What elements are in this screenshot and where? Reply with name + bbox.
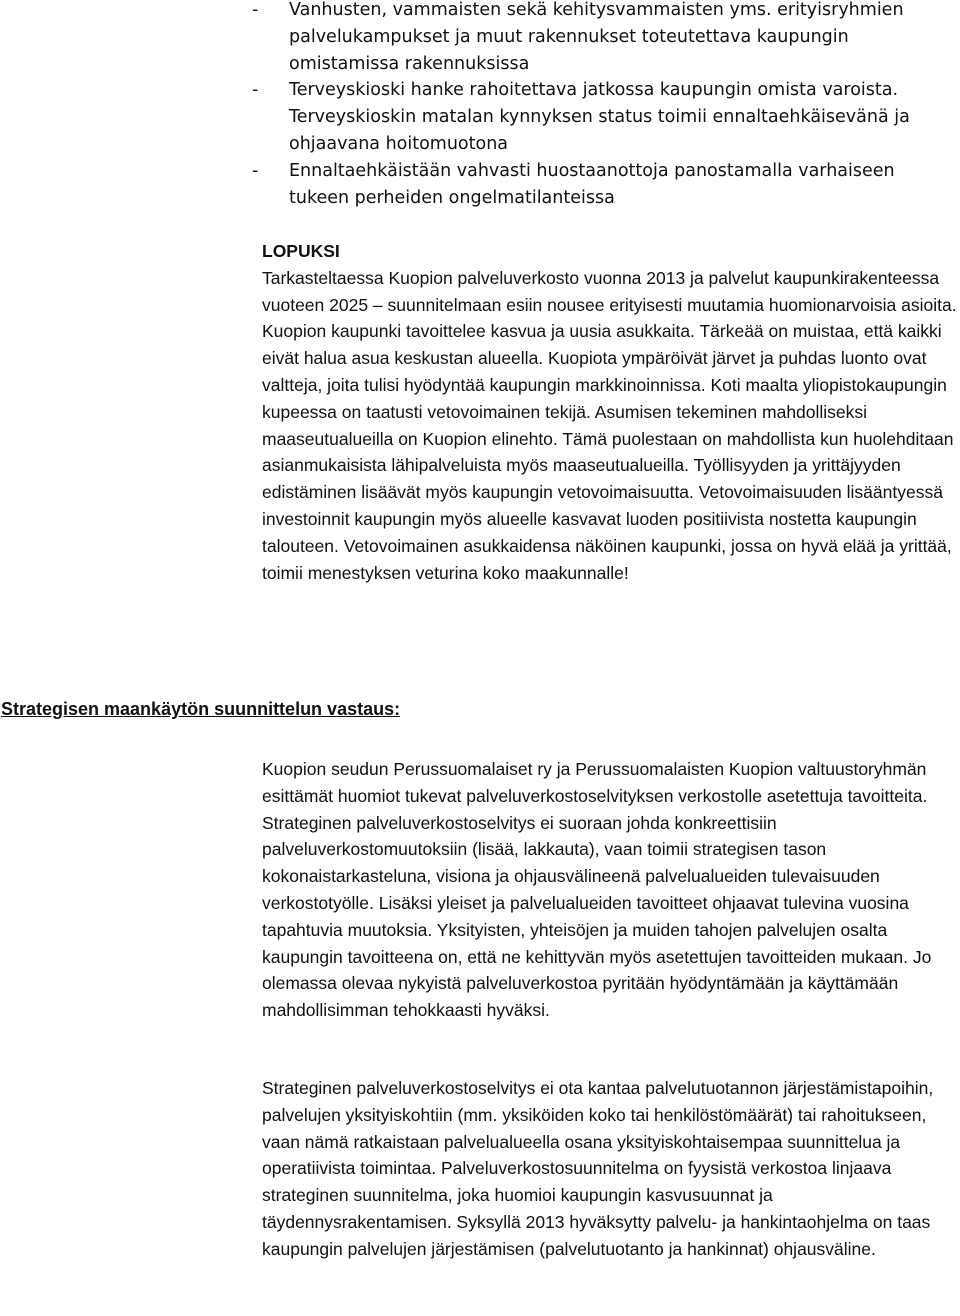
bullet-list	[252, 0, 952, 211]
conclusion-block	[262, 238, 960, 586]
list-item-text: Ennaltaehkäistään vahvasti huostaanottoja panostamalla varhaiseen tukeen perheiden ongelmatilanteissa	[289, 160, 895, 208]
conclusion-paragraph: Tarkasteltaessa Kuopion palveluverkosto vuonna 2013 ja palvelut kaupunkirakenteessa vuoteen 2025 – suunnitelmaan esiin nousee erityisesti muutamia huomionarvoisia asioita. Kuopion kaupunki tavoittelee kasvua ja uusia asukkaita. Tärkeää on muistaa, että kaikki eivät halua asua keskustan alueella. Kuopiota ympäröivät järvet ja puhdas luonto ovat valtteja, joita tulisi hyödyntää kaupungin markkinoinnissa. Koti maalta yliopistokaupungin kupeessa on taatusti vetovoimainen tekijä. Asumisen tekeminen mahdolliseksi maaseutualueilla on Kuopion elinehto. Tämä puolestaan on mahdollista kun huolehditaan asianmukaisista lähipalveluista myös maaseutualueilla. Työllisyyden ja yrittäjyyden edistäminen lisäävät myös kaupungin vetovoimaisuutta. Vetovoimaisuuden lisääntyessä investoinnit kaupungin myös alueelle kasvavat luoden positiivista nostetta kaupungin talouteen. Vetovoimainen asukkaidensa näköinen kaupunki, jossa on hyvä elää ja yrittää, toimii menestyksen veturina koko maakunnalle!	[262, 267, 957, 583]
section-heading: Strategisen maankäytön suunnittelun vastaus:	[1, 699, 401, 719]
bullet-dash: -	[252, 160, 259, 181]
list-item-text: Vanhusten, vammaisten sekä kehitysvammaisten yms. erityisryhmien palvelukampukset ja muut rakennukset toteutettava kaupungin omistamissa rakennuksissa	[289, 0, 904, 74]
bullet-dash: -	[252, 80, 259, 101]
answer-paragraph-2	[262, 1075, 960, 1263]
list-item	[252, 77, 952, 157]
answer-paragraph-1	[262, 756, 960, 1024]
list-item	[252, 0, 952, 77]
bullet-dash: -	[252, 0, 259, 20]
list-item	[252, 158, 952, 212]
conclusion-heading: LOPUKSI	[262, 241, 340, 261]
paragraph-text: Strateginen palveluverkostoselvitys ei ota kantaa palvelutuotannon järjestämistapoihin, palvelujen yksityiskohtiin (mm. yksiköiden koko tai henkilöstömäärät) tai rahoitukseen, vaan nämä ratkaistaan palvelualueella osana yksityiskohtaisempaa suunnittelua ja operatiivista toimintaa. Palveluverkostosuunnitelma on fyysistä verkostoa linjaava strateginen suunnitelma, joka huomioi kaupungin kasvusuunnat ja täydennysrakentamisen. Syksyllä 2013 hyväksytty palvelu- ja hankintaohjelma on taas kaupungin palvelujen järjestämisen (palvelutuotanto ja hankinnat) ohjausväline.	[262, 1078, 934, 1259]
list-item-text: Terveyskioski hanke rahoitettava jatkossa kaupungin omista varoista. Terveyskioskin matalan kynnyksen status toimii ennaltaehkäisevänä ja ohjaavana hoitomuotona	[289, 80, 910, 154]
paragraph-text: Kuopion seudun Perussuomalaiset ry ja Perussuomalaisten Kuopion valtuustoryhmän esittämät huomiot tukevat palveluverkostoselvityksen verkostolle asetettuja tavoitteita. Strateginen palveluverkostoselvitys ei suoraan johda konkreettisiin palveluverkostomuutoksiin (lisää, lakkauta), vaan toimii strategisen tason kokonaistarkasteluna, visiona ja ohjausvälineenä palvelualueiden tulevaisuuden verkostotyölle. Lisäksi yleiset ja palvelualueiden tavoitteet ohjaavat tulevina vuosina tapahtuvia muutoksia. Yksityisten, yhteisöjen ja muiden tahojen palvelujen osalta kaupungin tavoitteena on, että ne kehittyvän myös asetettujen tavoitteiden mukaan. Jo olemassa olevaa nykyistä palveluverkostoa pyritään hyödyntämään ja käyttämään mahdollisimman tehokkaasti hyväksi.	[262, 759, 932, 1021]
